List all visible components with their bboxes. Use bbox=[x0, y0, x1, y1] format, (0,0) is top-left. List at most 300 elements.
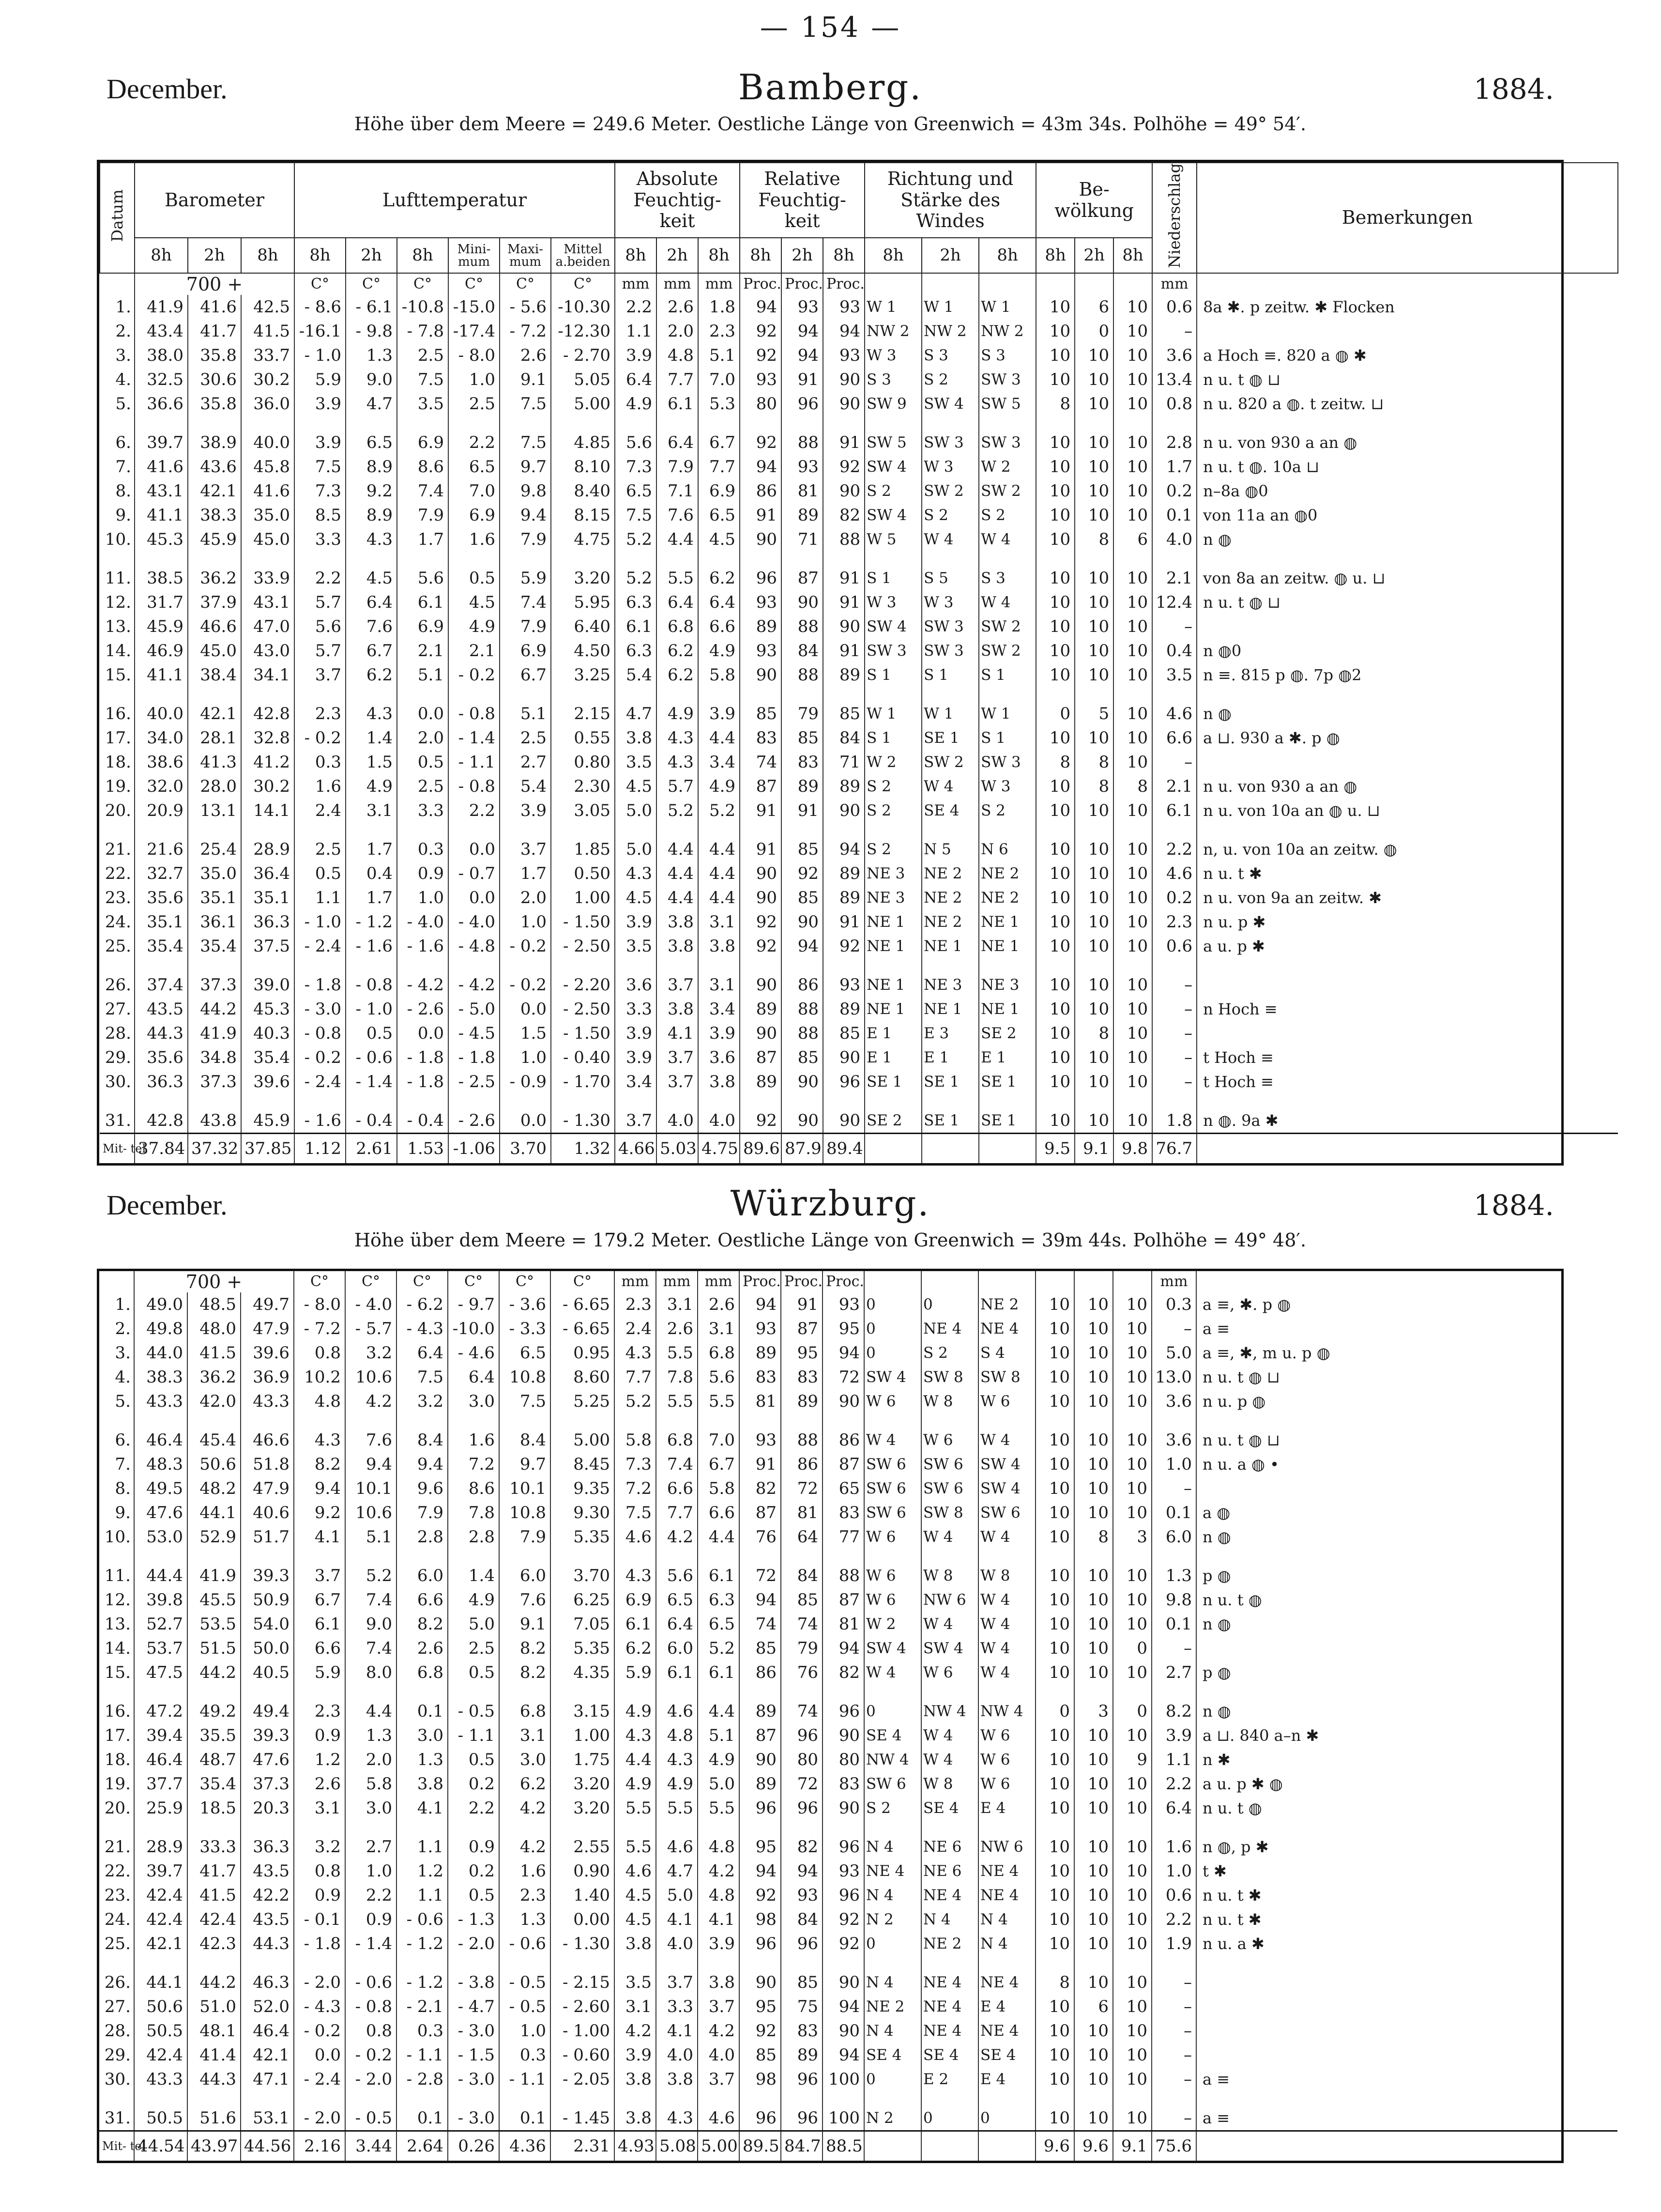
bamberg-cell: 10 bbox=[1075, 639, 1113, 663]
bamberg-cell: 2.30 bbox=[551, 774, 615, 799]
bamberg-cell: 10 bbox=[1113, 1045, 1152, 1070]
wuerzburg-cell: 8.2 bbox=[294, 1452, 345, 1476]
wuerzburg-cell: 94 bbox=[823, 2043, 864, 2067]
wuerzburg-cell: SW 6 bbox=[864, 1501, 921, 1525]
spacer-cell bbox=[1152, 2091, 1196, 2106]
wuerzburg-cell: 52.9 bbox=[187, 1525, 241, 1549]
wuerzburg-cell: - 2.60 bbox=[550, 1995, 614, 2019]
wuerzburg-cell: 10 bbox=[1113, 1907, 1152, 1932]
wuerzburg-cell: 37.7 bbox=[134, 1772, 187, 1796]
wuerzburg-cell: 7.8 bbox=[656, 1365, 698, 1389]
spacer-cell bbox=[1113, 552, 1152, 566]
bamberg-cell: W 1 bbox=[922, 295, 979, 319]
bamberg-cell: 10 bbox=[1075, 455, 1113, 479]
wuerzburg-cell: 7.8 bbox=[448, 1501, 499, 1525]
bamberg-cell: n ◍ bbox=[1197, 702, 1618, 726]
wuerzburg-cell: 50.0 bbox=[241, 1636, 294, 1660]
wuerzburg-cell: 4.1 bbox=[698, 1907, 739, 1932]
wuerzburg-cell: 10.1 bbox=[345, 1476, 396, 1501]
wuerzburg-cell: 5.9 bbox=[614, 1660, 656, 1685]
wuerzburg-cell: 10 bbox=[1074, 2043, 1113, 2067]
wuerzburg-cell: 30. bbox=[104, 2070, 131, 2089]
bamberg-cell: 2.0 bbox=[656, 319, 698, 343]
spacer-cell bbox=[294, 1956, 345, 1970]
bamberg-cell: 10 bbox=[1113, 799, 1152, 823]
bamberg-cell: 3.1 bbox=[346, 799, 397, 823]
spacer-cell bbox=[656, 1956, 698, 1970]
bamberg-cell: NE 1 bbox=[865, 997, 922, 1021]
wuerzburg-cell: 93 bbox=[739, 1428, 781, 1452]
bamberg-cell: W 5 bbox=[865, 527, 922, 552]
spacer-cell bbox=[448, 1413, 499, 1428]
wuerzburg-cell: 10 bbox=[1074, 1292, 1113, 1317]
wuerzburg-cell: W 8 bbox=[978, 1564, 1036, 1588]
spacer-cell bbox=[187, 2091, 241, 2106]
bamberg-cell: von 8a an zeitw. ◍ u. ⊔ bbox=[1197, 566, 1618, 590]
spacer-cell bbox=[656, 1820, 698, 1835]
spacer-cell bbox=[615, 1094, 656, 1108]
wuerzburg-cell: 50.6 bbox=[134, 1995, 187, 2019]
wuerzburg-cell: 9.8 bbox=[1152, 1588, 1196, 1612]
bamberg-cell: 81 bbox=[781, 479, 823, 503]
bamberg-cell: - 1.30 bbox=[551, 1108, 615, 1134]
wuerzburg-cell: 28.9 bbox=[134, 1835, 187, 1859]
wuerzburg-cell: 10 bbox=[1036, 1835, 1074, 1859]
bamberg-cell: SW 2 bbox=[979, 614, 1036, 639]
wuerzburg-cell: 4.8 bbox=[294, 1389, 345, 1413]
bamberg-cell: - 9.8 bbox=[346, 319, 397, 343]
bamberg-cell: 3.6 bbox=[615, 973, 656, 997]
wuerzburg-cell: 10 bbox=[1074, 1835, 1113, 1859]
spacer-cell bbox=[864, 1685, 921, 1699]
wuerzburg-cell: 10 bbox=[1036, 1428, 1074, 1452]
wuerzburg-cell: NE 2 bbox=[978, 1292, 1036, 1317]
bamberg-cell: 14.1 bbox=[241, 799, 294, 823]
wuerzburg-cell: 23. bbox=[104, 1886, 131, 1905]
bamberg-cell: 38.9 bbox=[188, 430, 241, 455]
bamberg-cell: W 2 bbox=[865, 750, 922, 774]
spacer-cell bbox=[978, 1820, 1036, 1835]
spacer-cell bbox=[99, 1549, 134, 1564]
bamberg-cell: -16.1 bbox=[294, 319, 346, 343]
spacer-cell bbox=[864, 1956, 921, 1970]
bamberg-cell: 9.2 bbox=[346, 479, 397, 503]
spacer-cell bbox=[698, 687, 740, 702]
unit-cell: C° bbox=[448, 1271, 499, 1292]
wuerzburg-cell: SW 6 bbox=[921, 1452, 978, 1476]
spacer-cell bbox=[781, 1820, 823, 1835]
bamberg-cell: 10 bbox=[1075, 343, 1113, 368]
bamberg-cell: 33.7 bbox=[241, 343, 294, 368]
bamberg-cell: 8 bbox=[1036, 750, 1075, 774]
bamberg-cell: 1.6 bbox=[294, 774, 346, 799]
wuerzburg-cell: 1. bbox=[115, 1295, 131, 1314]
wuerzburg-cell: 3.1 bbox=[499, 1723, 550, 1748]
wuerzburg-cell: 9 bbox=[1113, 1748, 1152, 1772]
wuerzburg-cell: 96 bbox=[739, 2106, 781, 2131]
bamberg-cell: 34.0 bbox=[135, 726, 188, 750]
spacer-cell bbox=[1113, 1820, 1152, 1835]
wuerzburg-cell: 10 bbox=[1074, 2067, 1113, 2091]
bamberg-cell: SE 1 bbox=[922, 1070, 979, 1094]
spacer-cell bbox=[1196, 1956, 1617, 1970]
spacer-cell bbox=[740, 958, 781, 973]
bamberg-cell: 10 bbox=[1036, 639, 1075, 663]
wuerzburg-row bbox=[99, 1748, 1617, 1772]
spacer-cell bbox=[551, 687, 615, 702]
wuerzburg-cell: 39.7 bbox=[134, 1859, 187, 1883]
wuerzburg-cell: 10 bbox=[1036, 1907, 1074, 1932]
spacer-cell bbox=[187, 1820, 241, 1835]
bamberg-cell: 85 bbox=[781, 886, 823, 910]
bamberg-cell: 25.4 bbox=[188, 837, 241, 861]
bamberg-cell: 3.8 bbox=[615, 726, 656, 750]
bamberg-cell: 90 bbox=[823, 799, 865, 823]
bamberg-cell: 1.8 bbox=[1152, 1108, 1197, 1134]
wuerzburg-cell: 10 bbox=[1036, 1452, 1074, 1476]
wuerzburg-cell: 6.6 bbox=[656, 1476, 698, 1501]
bamberg-cell: 10 bbox=[1036, 910, 1075, 934]
spacer-cell bbox=[188, 958, 241, 973]
bamberg-cell: 20. bbox=[105, 800, 131, 820]
spacer-cell bbox=[346, 1094, 397, 1108]
header-bewoelkung: Be- wölkung bbox=[1036, 163, 1152, 238]
bamberg-cell: 0.9 bbox=[397, 861, 448, 886]
wuerzburg-cell: W 4 bbox=[978, 1636, 1036, 1660]
wuerzburg-cell: - 1.5 bbox=[448, 2043, 499, 2067]
spacer-cell bbox=[100, 1094, 135, 1108]
bamberg-row bbox=[100, 1070, 1618, 1094]
wuerzburg-cell: 0.1 bbox=[396, 1699, 448, 1723]
bamberg-row bbox=[100, 614, 1618, 639]
spacer-cell bbox=[698, 416, 740, 430]
bamberg-cell: 1.5 bbox=[500, 1021, 551, 1045]
wuerzburg-cell: 1.00 bbox=[550, 1723, 614, 1748]
wuerzburg-cell: 90 bbox=[739, 1748, 781, 1772]
wuerzburg-cell: 96 bbox=[781, 1796, 823, 1820]
spacer-cell bbox=[781, 823, 823, 837]
bamberg-cell: 17. bbox=[105, 728, 131, 748]
wuerzburg-cell: 5.5 bbox=[698, 1796, 739, 1820]
wuerzburg-cell: 7.7 bbox=[614, 1365, 656, 1389]
bamberg-cell: 94 bbox=[781, 343, 823, 368]
bamberg-cell: 88 bbox=[781, 614, 823, 639]
wuerzburg-cell: S 2 bbox=[921, 1341, 978, 1365]
units-row bbox=[100, 273, 1618, 295]
bamberg-cell: 1.5 bbox=[346, 750, 397, 774]
wuerzburg-cell: 36.3 bbox=[241, 1835, 294, 1859]
bamberg-cell: 90 bbox=[781, 1108, 823, 1134]
bamberg-row bbox=[100, 430, 1618, 455]
bamberg-cell: 7.0 bbox=[698, 368, 740, 392]
wuerzburg-cell: 2.2 bbox=[1152, 1907, 1196, 1932]
wuerzburg-cell: 0.5 bbox=[448, 1748, 499, 1772]
wuerzburg-row bbox=[99, 1317, 1617, 1341]
bamberg-table-frame bbox=[97, 160, 1564, 1166]
bamberg-cell: n u. t ◍ ⊔ bbox=[1197, 368, 1618, 392]
bamberg-cell: SE 2 bbox=[979, 1021, 1036, 1045]
header-relative-feuchtigkeit: Relative Feuchtig- keit bbox=[740, 163, 865, 238]
bamberg-cell: 6 bbox=[1075, 295, 1113, 319]
unit-cell: C° bbox=[397, 273, 448, 295]
group-spacer bbox=[99, 1413, 1617, 1428]
bamberg-cell: 6.7 bbox=[698, 430, 740, 455]
wuerzburg-cell: 44.4 bbox=[134, 1564, 187, 1588]
wuerzburg-cell: 52.7 bbox=[134, 1612, 187, 1636]
spacer-cell bbox=[135, 416, 188, 430]
wuerzburg-cell: 0.5 bbox=[448, 1883, 499, 1907]
wuerzburg-cell: 86 bbox=[781, 1452, 823, 1476]
wuerzburg-cell: 6.1 bbox=[656, 1660, 698, 1685]
bamberg-cell: 7.1 bbox=[656, 479, 698, 503]
bamberg-cell: – bbox=[1152, 973, 1197, 997]
bamberg-cell: 41.2 bbox=[241, 750, 294, 774]
wuerzburg-cell: 95 bbox=[739, 1995, 781, 2019]
bamberg-cell: 4.5 bbox=[615, 886, 656, 910]
spacer-cell bbox=[1075, 958, 1113, 973]
wuerzburg-cell: 1.40 bbox=[550, 1883, 614, 1907]
spacer-cell bbox=[448, 1820, 499, 1835]
wuerzburg-cell: W 6 bbox=[864, 1525, 921, 1549]
spacer-cell bbox=[614, 2091, 656, 2106]
wuerzburg-row bbox=[99, 2067, 1617, 2091]
wuerzburg-cell: 10 bbox=[1113, 1970, 1152, 1995]
bamberg-cell: - 1.0 bbox=[294, 343, 346, 368]
wuerzburg-mean-cell: 44.56 bbox=[241, 2131, 294, 2161]
wuerzburg-cell: 1.6 bbox=[499, 1859, 550, 1883]
bamberg-cell: SW 3 bbox=[922, 430, 979, 455]
wuerzburg-row bbox=[99, 1723, 1617, 1748]
wuerzburg-cell: 10 bbox=[1036, 1588, 1074, 1612]
wuerzburg-cell: 6.1 bbox=[614, 1612, 656, 1636]
spacer-cell bbox=[698, 958, 740, 973]
wuerzburg-cell: 2.4 bbox=[614, 1317, 656, 1341]
bamberg-cell: 5.1 bbox=[397, 663, 448, 687]
bamberg-cell: – bbox=[1152, 1021, 1197, 1045]
wuerzburg-cell: 83 bbox=[781, 2019, 823, 2043]
subheader-minimum: Mini- mum bbox=[448, 238, 500, 273]
spacer-cell bbox=[397, 687, 448, 702]
bamberg-cell: n Hoch ≡ bbox=[1197, 997, 1618, 1021]
bamberg-cell: 71 bbox=[823, 750, 865, 774]
wuerzburg-cell: 3.2 bbox=[345, 1341, 396, 1365]
wuerzburg-cell: SW 6 bbox=[864, 1476, 921, 1501]
unit-cell bbox=[865, 273, 922, 295]
bamberg-cell: NE 1 bbox=[922, 997, 979, 1021]
bamberg-cell: 92 bbox=[740, 1108, 781, 1134]
wuerzburg-cell: 10 bbox=[1074, 1796, 1113, 1820]
bamberg-cell: NE 3 bbox=[979, 973, 1036, 997]
bamberg-cell: 18. bbox=[105, 752, 131, 772]
wuerzburg-cell: SE 4 bbox=[864, 2043, 921, 2067]
bamberg-cell: 32.7 bbox=[135, 861, 188, 886]
bamberg-cell bbox=[1197, 973, 1618, 997]
spacer-cell bbox=[135, 552, 188, 566]
bamberg-cell: 0.50 bbox=[551, 861, 615, 886]
bamberg-cell: 13.4 bbox=[1152, 368, 1197, 392]
wuerzburg-cell: a ◍ bbox=[1196, 1501, 1617, 1525]
wuerzburg-cell: 90 bbox=[823, 1389, 864, 1413]
wuerzburg-cell: NW 6 bbox=[921, 1588, 978, 1612]
wuerzburg-cell: - 4.6 bbox=[448, 1341, 499, 1365]
unit-cell bbox=[1075, 273, 1113, 295]
wuerzburg-cell: – bbox=[1152, 1636, 1196, 1660]
bamberg-cell: 90 bbox=[740, 1021, 781, 1045]
wuerzburg-cell: 5.0 bbox=[1152, 1341, 1196, 1365]
bamberg-cell: 89 bbox=[781, 503, 823, 527]
bamberg-cell: 33.9 bbox=[241, 566, 294, 590]
bamberg-cell: 4.7 bbox=[346, 392, 397, 416]
wuerzburg-cell: 2.3 bbox=[614, 1292, 656, 1317]
bamberg-row bbox=[100, 639, 1618, 663]
spacer-cell bbox=[1113, 1413, 1152, 1428]
bamberg-cell: 28.1 bbox=[188, 726, 241, 750]
wuerzburg-cell: 94 bbox=[739, 1859, 781, 1883]
bamberg-cell: SW 2 bbox=[922, 479, 979, 503]
wuerzburg-cell: 10.6 bbox=[345, 1501, 396, 1525]
bamberg-cell: - 1.8 bbox=[294, 973, 346, 997]
wuerzburg-cell: 74 bbox=[781, 1699, 823, 1723]
wuerzburg-cell: 81 bbox=[739, 1389, 781, 1413]
wuerzburg-cell: 10 bbox=[1074, 1612, 1113, 1636]
wuerzburg-cell: 10 bbox=[1113, 1835, 1152, 1859]
wuerzburg-cell: 11. bbox=[104, 1566, 131, 1585]
bamberg-cell: 83 bbox=[781, 750, 823, 774]
bamberg-row bbox=[100, 973, 1618, 997]
spacer-cell bbox=[1074, 1413, 1113, 1428]
subheader-maximum: Maxi- mum bbox=[500, 238, 551, 273]
bamberg-cell: 35.6 bbox=[135, 886, 188, 910]
bamberg-cell: 37.3 bbox=[188, 1070, 241, 1094]
bamberg-cell: 3.9 bbox=[294, 430, 346, 455]
bamberg-cell: 6.7 bbox=[500, 663, 551, 687]
spacer-cell bbox=[241, 1685, 294, 1699]
bamberg-cell: - 1.8 bbox=[397, 1070, 448, 1094]
bamberg-cell: 43.6 bbox=[188, 455, 241, 479]
spacer-cell bbox=[134, 1413, 187, 1428]
bamberg-cell: 0.3 bbox=[294, 750, 346, 774]
wuerzburg-cell: 39.3 bbox=[241, 1723, 294, 1748]
subheader-h8: 8h bbox=[135, 238, 188, 273]
bamberg-cell: NE 3 bbox=[865, 861, 922, 886]
bamberg-cell: n u. t ◍. 10a ⊔ bbox=[1197, 455, 1618, 479]
bamberg-mean-cell bbox=[1197, 1133, 1618, 1163]
bamberg-cell: 10 bbox=[1036, 455, 1075, 479]
spacer-cell bbox=[781, 1094, 823, 1108]
bamberg-cell: W 3 bbox=[865, 590, 922, 614]
bamberg-mean-cell: 4.75 bbox=[698, 1133, 740, 1163]
unit-cell bbox=[922, 273, 979, 295]
wuerzburg-cell: 42.4 bbox=[134, 1883, 187, 1907]
spacer-cell bbox=[615, 958, 656, 973]
wuerzburg-cell: 86 bbox=[823, 1428, 864, 1452]
wuerzburg-header bbox=[107, 1183, 1554, 1261]
bamberg-cell: 22. bbox=[105, 863, 131, 883]
wuerzburg-cell: 4.8 bbox=[698, 1883, 739, 1907]
bamberg-cell: 8 bbox=[1075, 774, 1113, 799]
wuerzburg-cell: 51.6 bbox=[187, 2106, 241, 2131]
wuerzburg-cell: NW 4 bbox=[978, 1699, 1036, 1723]
bamberg-cell: - 1.0 bbox=[346, 997, 397, 1021]
bamberg-cell: 10 bbox=[1075, 1045, 1113, 1070]
unit-cell bbox=[100, 273, 135, 295]
wuerzburg-cell: 10 bbox=[1036, 1660, 1074, 1685]
wuerzburg-cell: 41.5 bbox=[187, 1341, 241, 1365]
bamberg-cell: 37.9 bbox=[188, 590, 241, 614]
wuerzburg-cell: 10 bbox=[1113, 2067, 1152, 2091]
spacer-cell bbox=[1196, 1820, 1617, 1835]
spacer-cell bbox=[922, 823, 979, 837]
wuerzburg-cell: 3.2 bbox=[294, 1835, 345, 1859]
bamberg-cell: 3.9 bbox=[615, 343, 656, 368]
wuerzburg-cell: 2. bbox=[115, 1319, 131, 1338]
wuerzburg-cell: – bbox=[1152, 1995, 1196, 2019]
bamberg-row bbox=[100, 566, 1618, 590]
bamberg-cell: a u. p ✱ bbox=[1197, 934, 1618, 958]
spacer-cell bbox=[921, 1820, 978, 1835]
wuerzburg-cell: 3.9 bbox=[614, 2043, 656, 2067]
wuerzburg-cell: n ◍ bbox=[1196, 1525, 1617, 1549]
spacer-cell bbox=[1152, 1685, 1196, 1699]
wuerzburg-cell: 3. bbox=[115, 1343, 131, 1363]
spacer-cell bbox=[99, 1820, 134, 1835]
bamberg-cell: 3.3 bbox=[397, 799, 448, 823]
bamberg-cell: 90 bbox=[823, 368, 865, 392]
bamberg-cell: n ≡. 815 p ◍. 7p ◍2 bbox=[1197, 663, 1618, 687]
bamberg-cell: 4.9 bbox=[346, 774, 397, 799]
wuerzburg-cell: – bbox=[1152, 1970, 1196, 1995]
bamberg-cell: 3.9 bbox=[615, 910, 656, 934]
spacer-cell bbox=[187, 1549, 241, 1564]
unit-cell bbox=[1113, 273, 1152, 295]
bamberg-cell: 41.1 bbox=[135, 663, 188, 687]
bamberg-cell: 5.5 bbox=[656, 566, 698, 590]
bamberg-cell: 36.6 bbox=[135, 392, 188, 416]
spacer-cell bbox=[294, 416, 346, 430]
wuerzburg-cell: 10 bbox=[1074, 1564, 1113, 1588]
wuerzburg-cell: W 6 bbox=[864, 1389, 921, 1413]
bamberg-cell: 0.0 bbox=[500, 1108, 551, 1134]
bamberg-cell: 7.4 bbox=[397, 479, 448, 503]
bamberg-cell: 2.1 bbox=[448, 639, 500, 663]
group-spacer bbox=[99, 1820, 1617, 1835]
spacer-cell bbox=[781, 958, 823, 973]
spacer-cell bbox=[698, 1094, 740, 1108]
spacer-cell bbox=[294, 552, 346, 566]
wuerzburg-mean-cell: 4.36 bbox=[499, 2131, 550, 2161]
bamberg-cell: N 5 bbox=[922, 837, 979, 861]
bamberg-cell: 10 bbox=[1075, 910, 1113, 934]
bamberg-cell: 89 bbox=[823, 886, 865, 910]
wuerzburg-cell: - 0.6 bbox=[499, 1932, 550, 1956]
bamberg-cell: 5.9 bbox=[294, 368, 346, 392]
bamberg-cell: 10 bbox=[1113, 1021, 1152, 1045]
wuerzburg-cell: 10 bbox=[1113, 1341, 1152, 1365]
wuerzburg-cell: - 2.0 bbox=[448, 1932, 499, 1956]
spacer-cell bbox=[188, 552, 241, 566]
wuerzburg-cell: 46.4 bbox=[134, 1428, 187, 1452]
wuerzburg-cell: 9.2 bbox=[294, 1501, 345, 1525]
spacer-cell bbox=[614, 1820, 656, 1835]
spacer-cell bbox=[551, 416, 615, 430]
wuerzburg-row bbox=[99, 1292, 1617, 1317]
wuerzburg-cell: 48.7 bbox=[187, 1748, 241, 1772]
wuerzburg-cell: 88 bbox=[823, 1564, 864, 1588]
wuerzburg-cell: 91 bbox=[739, 1452, 781, 1476]
bamberg-cell: 1.6 bbox=[448, 527, 500, 552]
bamberg-cell: 43.5 bbox=[135, 997, 188, 1021]
wuerzburg-cell: – bbox=[1152, 2106, 1196, 2131]
